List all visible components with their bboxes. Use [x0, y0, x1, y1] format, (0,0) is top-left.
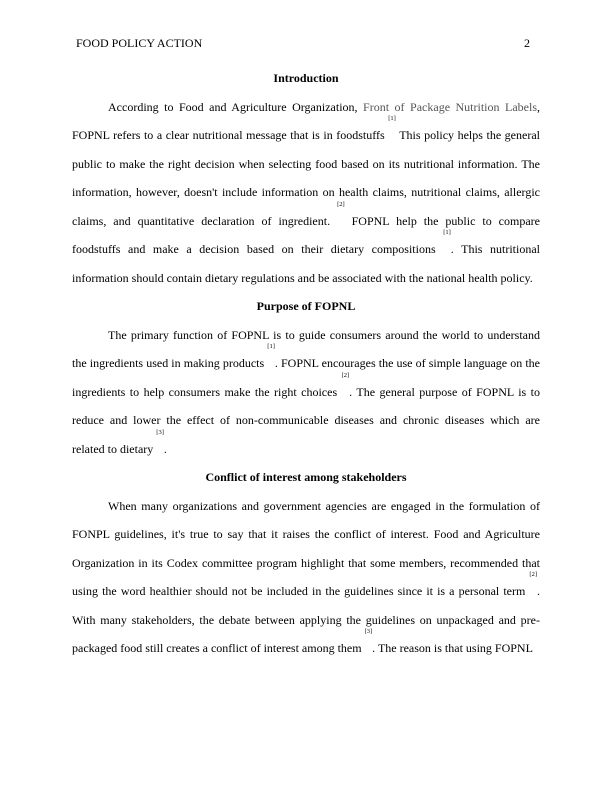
citation: [2] [529, 571, 537, 578]
citation: [1] [388, 115, 396, 122]
term-fopnl-gray: Front of Package Nutrition Labels [363, 99, 537, 114]
citation: [3] [156, 428, 164, 436]
paragraph-introduction: According to Food and Agriculture Organization, Front of Package Nutrition Labels, FOPNL refers to a clear nutritional message that is in foodstuffs [1] This policy helps the general public to make the right decision when selecting food based on its nutritional information. The information, however, doesn't include information on health claims, nutritional claims, allergic claims, and quantitative declaration of ingredient. [2] FOPNL help the public to compare foodstuffs and make a decision based on their dietary compositions [1]. This nutritional information should contain dietary regulations and be associated with the national health policy. [72, 99, 540, 285]
paragraph-conflict: When many organizations and government agencies are engaged in the formulation of FONPL guidelines, it's true to say that it raises the conflict of interest. Food and Agriculture Organization in its Codex committee program highlight that some members, recommended that using the word healthier should not be included in the guidelines since it is a personal term [2]. With many stakeholders, the debate between applying the guidelines on unpackaged and pre-packaged food still creates a conflict of interest among them [3]. The reason is that using FOPNL [72, 498, 540, 655]
citation: [2] [341, 371, 350, 379]
paragraph-purpose: The primary function of FOPNL is to guide consumers around the world to understand the ingredients used in making products [1]. FOPNL encourages the use of simple language on the ingredients to help consumers make the right choices [2]. The general purpose of FOPNL is to reduce and lower the effect of non-communicable diseases and chronic diseases which are related to dietary [3]. [72, 327, 540, 456]
document-body [72, 64, 540, 663]
page-header [76, 36, 530, 52]
heading-introduction: Introduction [273, 71, 339, 85]
citation: [1] [267, 343, 275, 350]
citation: [1] [443, 229, 451, 236]
heading-conflict: Conflict of interest among stakeholders [205, 470, 407, 484]
citation: [2] [337, 200, 345, 208]
citation: [3] [364, 628, 373, 635]
heading-purpose: Purpose of FOPNL [256, 299, 356, 313]
running-head: FOOD POLICY ACTION [76, 36, 203, 50]
page-number: 2 [524, 36, 530, 50]
